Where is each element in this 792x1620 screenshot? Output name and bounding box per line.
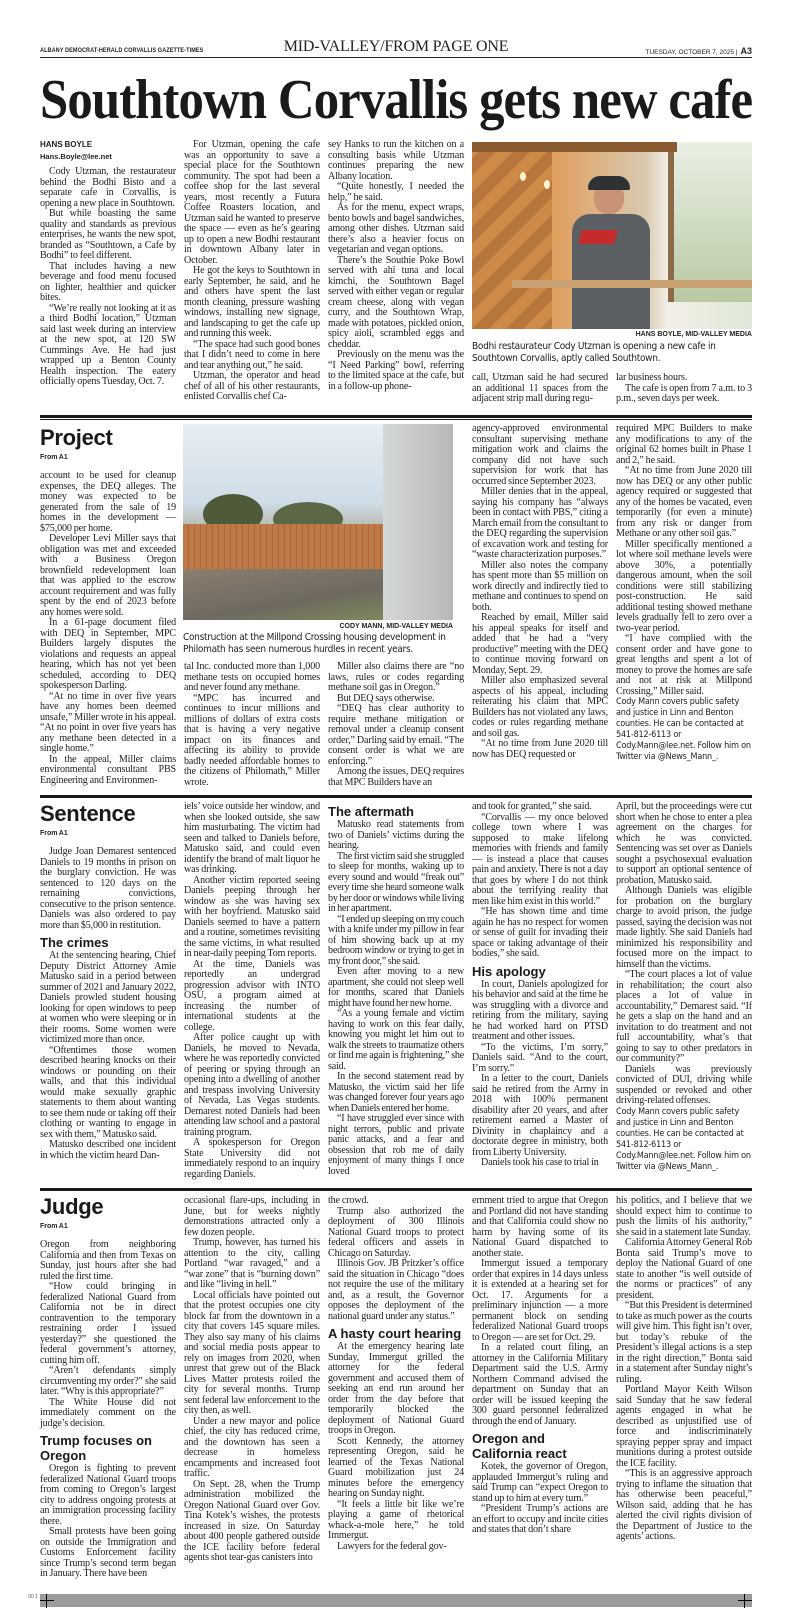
photo-counter xyxy=(512,280,752,288)
article-column xyxy=(472,373,608,405)
paragraph: He got the keys to Southtown in early September, he said, and he and others have spent the last month cleaning, pressure washing windows, installing new signage, and landscaping to get the cafe up and running this week. xyxy=(184,265,320,339)
paragraph: But DEQ says otherwise. xyxy=(337,692,435,704)
paragraph: That includes having a new beverage and food menu focused on lighter, healthier and quicker bites. xyxy=(40,260,176,303)
article-column xyxy=(328,140,464,392)
photo-lamp xyxy=(520,172,526,181)
jump-line[interactable]: From A1 xyxy=(40,454,68,461)
paragraph: account to be used for cleanup expenses, the DEQ alleges. The money was expected to be generated from the sale of 19 homes in the development — $75,000 per home. xyxy=(40,470,176,534)
article-column xyxy=(40,426,176,786)
article-column xyxy=(328,662,464,788)
article-column xyxy=(40,140,176,388)
footer-bar xyxy=(40,1594,752,1607)
section-title: Judge xyxy=(40,1194,104,1219)
paragraph: Miller also notes the company has spent more than $5 million on work directly and indirectly tied to methane and continues to spend on both. xyxy=(472,559,608,613)
photo-fence xyxy=(183,524,383,569)
subhead: Trump focuses on Oregon xyxy=(40,1433,152,1463)
paragraph: “As a young female and victim having to work on this fear daily, knowing you might let him out to walk the streets to traumatize others or find me again is frightening,” she said. xyxy=(328,1008,464,1072)
paragraph: Miller also emphasized several aspects of his appeal, including reiterating his claim that MPC Builders has not violated any laws, codes or rules regarding methane and soil gas. xyxy=(472,675,608,739)
paragraph: Oregon is fighting to prevent federalized National Guard troops from coming to Oregon’s largest city to address ongoing protests at an immigration processing facility there. xyxy=(40,1463,176,1527)
paragraph: Immergut issued a temporary order that expires in 14 days unless it is extended at a hearing set for Oct. 17. Arguments for a preliminary injunction — a more permanent block on sending federalized National Guard troops to Oregon — are set for Oct. 29. xyxy=(472,1258,608,1343)
paragraph: required MPC Builders to make any modifications to any of the original 62 homes built in Phase 1 and 2,” he said. xyxy=(616,423,752,466)
photo-credit: HANS BOYLE, MID-VALLEY MEDIA xyxy=(635,331,752,338)
paragraph: In the appeal, Miller claims environmental consultant PBS Engineering and Environmen- xyxy=(40,753,176,786)
masthead xyxy=(40,40,752,58)
paragraph: Another victim reported seeing Daniels peeping through her window as she was having sex with her boyfriend. Matusko said Daniels seemed to have a pattern and a routine, sometimes revisiting the same victims, in what resulted in near-daily peeping Tom reports. xyxy=(184,874,320,959)
paragraph: “I ended up sleeping on my couch with a knife under my pillow in fear of him showing back up at my bedroom window or trying to get in my front door,” she said. xyxy=(328,913,464,967)
author-email[interactable]: Hans.Boyle@lee.net xyxy=(40,152,112,161)
article-column xyxy=(616,373,752,405)
paragraph: Miller denies that in the appeal, saying his company has “always been in contact with PBS,” citing a March email from the consultant to the DEQ regarding the supervision of excavation work and testing for “waste characterization purposes.” xyxy=(472,486,608,560)
photo-construction-site xyxy=(183,424,453,620)
paragraph: “Oftentimes those women described hearing knocks on their windows or pounding on their walls, and that this individual would make sexually graphic statements to them about wanting to see them nude or taking off their clothing or wanting to engage in sex with them,” Matusko said. xyxy=(40,1044,176,1140)
paragraph: “The court places a lot of value in rehabilitation; the court also places a lot of value in accountability,” Demarest said. “If he gets a slap on the hand and an invitation to do treatment and not full accountability, what’s that going to say to other predators in our community?” xyxy=(616,969,752,1064)
article-column xyxy=(40,1195,176,1580)
photo-credit: CODY MANN, MID-VALLEY MEDIA xyxy=(339,623,453,630)
subhead: The crimes xyxy=(40,935,109,950)
paragraph: “I have complied with the consent order and have gone to great lengths and spent a lot of money to prove the homes are safe and not at risk at Millpond Crossing,” Miller said. xyxy=(616,633,752,697)
section-title: Sentence xyxy=(40,801,136,826)
article-column xyxy=(184,1196,320,1564)
paragraph: April, but the proceedings were cut short when he chose to enter a plea agreement on the charges for which he was convicted. Sentencing was set over as Daniels sought a psychosexual evaluation to support an optional sentence of probation, Matusko said. xyxy=(616,801,752,886)
paragraph: Lawyers for the federal gov- xyxy=(337,1540,447,1552)
paragraph: In court, Daniels apologized for his behavior and said at the time he was struggling with a divorce and retiring from the military, saying he had worked hard on PTSD treatment and other issues. xyxy=(472,978,608,1042)
paragraph: “How could bringing in federalized National Guard from California not be in direct contravention to the temporary restraining order I issued yesterday?” she questioned the federal government’s attorney, cutting him off. xyxy=(40,1281,176,1366)
paragraph: At the time, Daniels was reportedly an undergrad progression advisor with INTO OSU, a program aimed at increasing the number of international students at the college. xyxy=(184,958,320,1033)
paragraph: “Corvallis — my once beloved college town where I was supposed to make lifelong memories with friends and family — is instead a place that causes pain and anxiety. There is not a day that goes by where I do not think about the terrifying reality that men like him exist in this world.” xyxy=(472,811,608,907)
paragraph: iels’ voice outside her window, and when she looked outside, she saw him masturbating. The victim had seen and talked to Daniels before, Matusko said, and could even identify the brand of malt liquor he was drinking. xyxy=(184,801,320,875)
paragraph: “To the victims, I’m sorry,” Daniels said. “And to the court, I’m sorry.” xyxy=(472,1041,608,1074)
section-divider xyxy=(40,1188,752,1191)
author-tagline: Cody Mann covers public safety and justice in Linn and Benton counties. He can be contacted at 541-812-6113 or Cody.Mann@lee.net. Follow him on Twitter via @News_Mann_. xyxy=(616,1106,751,1172)
article-column xyxy=(616,802,752,1173)
column-body xyxy=(40,847,176,1161)
paragraph: tal Inc. conducted more than 1,000 methane tests on occupied homes and never found any methane. xyxy=(184,661,320,693)
paper-names: ALBANY DEMOCRAT-HERALD CORVALLIS GAZETTE-TIMES xyxy=(40,47,204,54)
headline: Southtown Corvallis gets new cafe xyxy=(40,69,753,131)
paragraph: Trump also authorized the deployment of 300 Illinois National Guard troops to protect federal officers and assets in Chicago on Saturday. xyxy=(328,1205,464,1259)
paragraph: “The space had such good bones that I didn’t need to come in here and tear anything out,” he said. xyxy=(184,338,320,371)
paragraph: and took for granted,” she said. xyxy=(472,801,592,812)
paragraph: Miller specifically mentioned a lot where soil methane levels were above 30%, a potentially dangerous amount, when the soil conditions were still stabilizing post-construction. He said additional testing showed methane levels gradually fell to zero over a two-year period. xyxy=(616,538,752,634)
paragraph: Local officials have pointed out that the protest occupies one city block far from the downtown in a city that covers 145 square miles. They also say many of his claims and social media posts appear to rely on images from 2020, when unrest that grew out of the Black Lives Matter protests roiled the city for several months. Trump sent federal law enforcement to the city then, as well. xyxy=(184,1289,320,1416)
photo-house xyxy=(383,424,453,620)
photo-wall-pattern xyxy=(472,142,552,329)
article-column xyxy=(472,424,608,760)
paragraph: Miller also claims there are “no laws, rules or codes regarding methane soil gas in Oregon.” xyxy=(328,661,464,693)
jump-line[interactable]: From A1 xyxy=(40,1223,68,1230)
photo-shelf xyxy=(472,142,677,152)
paragraph: “At no time from June 2020 till now has DEQ or any other public agency required or suggested that any of the homes be vacated, even temporarily (for even a minute) from any risk or danger from Methane or any other soil gas.” xyxy=(616,465,752,539)
byline: HANS BOYLE xyxy=(40,140,93,149)
article-column xyxy=(472,1196,608,1536)
paragraph: “At no time from June 2020 till now has DEQ requested or xyxy=(472,738,608,760)
subhead: His apology xyxy=(472,963,546,979)
paragraph: California Attorney General Rob Bonta said Trump’s move to deploy the National Guard of one state to another “is well outside of the norms or practices” of any president. xyxy=(616,1237,752,1301)
page-number: A3 xyxy=(740,46,752,56)
paragraph: A spokesperson for Oregon State University did not immediately respond to an inquiry regarding Daniels. xyxy=(184,1137,320,1180)
paragraph: Trump, however, has turned his attention to the city, calling Portland “war ravaged,” and a “war zone” that is “burning down” and like “living in hell.” xyxy=(184,1237,320,1290)
paragraph: occasional flare-ups, including in June, but for weeks nightly demonstrations attracted only a few dozen people. xyxy=(184,1195,320,1238)
paragraph: As for the menu, expect wraps, bento bowls and bagel sandwiches, among other dishes. Utzman said there’s also a heavier focus on vegetarian and vegan options. xyxy=(328,202,464,255)
paragraph: ernment tried to argue that Oregon and Portland did not have standing and that California could show no harm by having some of its National Guard dispatched to another state. xyxy=(472,1195,608,1259)
paragraph: In a letter to the court, Daniels said he retired from the Army in 2018 with 100% permanent disability after 20 years, and after retirement earned a Master of Divinity in chaplaincy and a doctorate degree in ministry, both from Liberty University. xyxy=(472,1073,608,1158)
paragraph: “Aren’t defendants simply circumventing my order?” she said later. “Why is this appropriate?” xyxy=(40,1365,176,1397)
date-text: TUESDAY, OCTOBER 7, 2025 | xyxy=(645,49,738,56)
paragraph: Matusko read statements from two of Daniels’ victims during the hearing. xyxy=(328,819,464,851)
article-column xyxy=(184,140,320,403)
article-column xyxy=(184,802,320,1180)
paragraph: “I have struggled ever since with night terrors, public and private panic attacks, and a fear and obsession that rob me of daily enjoyment of many things I once loved xyxy=(328,1113,464,1177)
article-column xyxy=(616,1196,752,1543)
photo-cafe-owner xyxy=(472,142,752,329)
paragraph: At the sentencing hearing, Chief Deputy District Attorney Amie Matusko said in a period between summer of 2021 and January 2022, Daniels prowled student housing looking for open windows to peep at women who were sleeping or in their rooms. Some women were victimized more than once. xyxy=(40,950,176,1045)
photo-lamp xyxy=(544,180,550,189)
subhead: A hasty court hearing xyxy=(328,1326,462,1341)
paragraph: Kotek, the governor of Oregon, applauded Immergut’s ruling and said Trump can “expect Oregon to stand up to him at every turn.” xyxy=(472,1461,608,1504)
column-body xyxy=(40,167,176,388)
paragraph: “He has shown time and time again he has no respect for women or sense of guilt for invading their space or taking advantage of their bodies,” she said. xyxy=(472,906,608,959)
paragraph: The first victim said she struggled to sleep for months, waking up to every sound and would “freak out” every time she heard someone walk by her door or windows while living in her apartment. xyxy=(328,850,464,914)
paragraph: “But this President is determined to take as much power as the courts will give him. This fight isn’t over, but today’s rebuke of the President’s illegal actions is a step in the right direction,” Bonta said in a statement after Sunday night’s ruling. xyxy=(616,1300,752,1385)
paragraph: “DEQ has clear authority to require methane mitigation or removal under a cleanup consent order,” Darling said by email. “The consent order is what we are enforcing.” xyxy=(328,703,464,767)
paragraph: Even after moving to a new apartment, she could not sleep well for months, scared that Daniels might have found her new home. xyxy=(328,966,464,1009)
article-column xyxy=(184,662,320,788)
article-column xyxy=(40,802,176,1161)
paragraph: Under a new mayor and police chief, the city has reduced crime, and the downtown has seen a decrease in homeless encampments and increased foot traffic. xyxy=(184,1415,320,1479)
article-column xyxy=(328,800,464,1177)
paragraph: There’s the Southie Poke Bowl served with ahi tuna and local kimchi, the Southtown Bagel served with either vegan or regular cream cheese, along with vegan curry, and the Southtown Wrap, made with potatoes, pickled onion, spicy aioli, scrambled eggs and cheddar. xyxy=(328,254,464,350)
paragraph: In a related court filing, an attorney in the California Military Department said the U.S. Army Northern Command advised the department on Sunday that an order will be issued keeping the 300 guard personnel federalized through the end of January. xyxy=(472,1342,608,1427)
paragraph: Cody Utzman, the restaurateur behind the Bodhi Bisto and a separate cafe in Corvallis, is opening a new place in Southtown. xyxy=(40,166,176,209)
photo-ground xyxy=(183,569,383,620)
headline-container xyxy=(40,69,753,132)
section-divider xyxy=(40,419,752,420)
paragraph: For Utzman, opening the cafe was an opportunity to save a special place for the Southtown community. The spot had been a coffee shop for the last several years, most recently a Futura Coffee Roasters location, and Utzman said he wanted to preserve the space — even as he’s gearing up to open a new Bodhi restaurant in downtown Albany later in October. xyxy=(184,139,320,266)
photo-caption: Bodhi restaurateur Cody Utzman is opening a new cafe in Southtown Corvallis, aptly called Southtown. xyxy=(472,341,716,364)
paragraph: “It feels a little bit like we’re playing a game of rhetorical whack-a-mole here,” he told Immergut. xyxy=(328,1498,464,1541)
section-divider xyxy=(40,795,752,798)
paragraph: lar business hours. xyxy=(616,372,688,383)
paragraph: Utzman, the operator and head chef of all of his other restaurants, enlisted Corvallis chef Ca- xyxy=(184,370,320,402)
paragraph: The White House did not immediately comment on the judge’s decision. xyxy=(40,1396,176,1429)
column-body xyxy=(40,471,176,786)
author-tagline: Cody Mann covers public safety and justice in Linn and Benton counties. He can be contacted at 541-812-6113 or Cody.Mann@lee.net. Follow him on Twitter via @News_Mann_. xyxy=(616,697,751,762)
paragraph: call, Utzman said he had secured an additional 11 spaces from the adjacent strip mall during regu- xyxy=(472,372,608,404)
paragraph: But while boasting the same quality and standards as previous enterprises, he wants the new spot, branded as “Southtown, a Cafe by Bodhi” to feel different. xyxy=(40,208,176,261)
paragraph: the crowd. xyxy=(328,1195,369,1206)
paragraph: Illinois Gov. JB Pritzker’s office said the situation in Chicago “does not require the use of the military and, as a result, the Governor opposes the deployment of the national guard under any status.” xyxy=(328,1258,464,1322)
subhead: Oregon and California react xyxy=(472,1431,567,1461)
photo-window xyxy=(668,142,752,302)
photo-person-cap xyxy=(588,176,630,190)
paragraph: Judge Joan Demarest sentenced Daniels to 19 months in prison on the burglary conviction. He was sentenced to 120 days on the remaining convictions, consecutive to the prison sentence. Daniels was also ordered to pay more than $5,000 in restitution. xyxy=(40,846,176,931)
paragraph: In the second statement read by Matusko, the victim said her life was changed forever four years ago when Daniels entered her home. xyxy=(328,1071,464,1114)
article-column xyxy=(616,424,752,763)
paragraph: Matusko described one incident in which the victim heard Dan- xyxy=(40,1139,176,1161)
paragraph: Daniels was previously convicted of DUI, driving while suspended or revoked and other driving-related offenses. xyxy=(616,1063,752,1106)
paragraph: Small protests have been going on outside the Immigration and Customs Enforcement facility since Trump’s second term began in January. There have been xyxy=(40,1526,176,1579)
column-body xyxy=(40,1240,176,1580)
paragraph: “This is an aggressive approach trying to inflame the situation that has otherwise been peaceful,” Wilson said, adding that he has alerted the civil rights division of the Department of Justice to the agents’ actions. xyxy=(616,1468,752,1542)
section-name: MID-VALLEY/FROM PAGE ONE xyxy=(283,38,509,55)
paragraph: On Sept. 28, when the Trump administration mobilized the Oregon National Guard over Gov. Tina Kotek’s wishes, the protests increased in size. On Saturday about 400 people gathered outside the ICE facility before federal agents shot tear-gas canisters into xyxy=(184,1478,320,1563)
paragraph: Daniels took his case to trial in xyxy=(481,1157,599,1168)
paragraph: “We’re really not looking at it as a third Bodhi location,” Utzman said last week during an interview at the new spot, at 120 SW Cummings Ave. He had just wrapped up a Benton County Health inspection. The eatery officially opens Tuesday, Oct. 7. xyxy=(40,302,176,387)
paragraph: After police caught up with Daniels, he moved to Nevada, where he was reportedly convicted of peering or spying through an opening into a dwelling of another and trespass involving University of Nevada, Las Vegas students. Demarest noted Daniels had been attending law school and a pastoral training program. xyxy=(184,1032,320,1138)
paragraph: “At no time in over five years have any homes been deemed unsafe,” Miller wrote in his appeal. “At no point in over five years has any methane been detected in a single home.” xyxy=(40,690,176,754)
section-divider xyxy=(40,415,752,418)
subhead: The aftermath xyxy=(328,804,414,819)
issue-date xyxy=(645,46,752,56)
paragraph: “MPC has incurred and continues to incur millions and millions of dollars of extra costs that is having a very negative impact on its finances and affecting its ability to provide badly needed affordable homes to the citizens of Philomath,” Miller wrote. xyxy=(184,692,320,788)
paragraph: Previously on the menu was the “I Need Parking” bowl, referring to the limited space at the cafe, but in a follow-up phone- xyxy=(328,349,464,392)
section-title: Project xyxy=(40,425,113,450)
paragraph: At the emergency hearing late Sunday, Immergut grilled the attorney for the federal government and accused them of seeking an end run around her order from the day before that temporarily blocked the deployment of National Guard troops in Oregon. xyxy=(328,1341,464,1436)
article-column xyxy=(328,1196,464,1552)
photo-caption: Construction at the Millpond Crossing housing development in Philomath has seen numerous hurdles in recent years. xyxy=(183,632,446,655)
folio-mark: 00 1 xyxy=(28,1594,38,1600)
paragraph: Although Daniels was eligible for probation on the burglary charge to avoid prison, the judge passed, saying the decision was not made lightly. She said Daniels had minimized his responsibility and focused more on the impact to himself than the victims. xyxy=(616,885,752,970)
paragraph: his politics, and I believe that we should expect him to continue to push the limits of his authority,” she said in a statement late Sunday. xyxy=(616,1195,752,1238)
paragraph: Reached by email, Miller said his appeal speaks for itself and added that he had a “very productive” meeting with the DEQ to continue moving forward on Monday, Sept. 29. xyxy=(472,612,608,676)
paragraph: sey Hanks to run the kitchen on a consulting basis while Utzman continues preparing the new Albany location. xyxy=(328,139,464,182)
paragraph: Portland Mayor Keith Wilson said Sunday that he saw federal agents engaged in what he described as unjustified use of force and indiscriminately spraying pepper spray and impact munitions during a protest outside the ICE facility. xyxy=(616,1384,752,1469)
paragraph: “Quite honestly, I needed the help,” he said. xyxy=(328,181,464,203)
paragraph: agency-approved environmental consultant supervising methane mitigation work and claims the company did not have such supervision for work that has occurred since September 2023. xyxy=(472,423,608,487)
jump-line[interactable]: From A1 xyxy=(40,830,68,837)
paragraph: “President Trump’s actions are an effort to occupy and incite cities and states that don’t share xyxy=(472,1503,608,1535)
crop-mark-icon xyxy=(40,1594,54,1608)
crop-mark-icon xyxy=(738,1594,752,1608)
paragraph: Among the issues, DEQ requires that MPC Builders have an xyxy=(328,766,464,788)
article-column xyxy=(472,802,608,1169)
paragraph: In a 61-page document filed with DEQ in September, MPC Builders largely disputes the violations and requests an appeal hearing, which has not yet been scheduled, according to DEQ spokesperson Darling. xyxy=(40,617,176,691)
photo-shirt-stripe xyxy=(578,230,618,244)
paragraph: Scott Kennedy, the attorney representing Oregon, said he learned of the Texas National Guard mobilization just 24 minutes before the emergency hearing on Sunday night. xyxy=(328,1435,464,1499)
paragraph: Oregon from neighboring California and then from Texas on Sunday, just hours after she had ruled the first time. xyxy=(40,1239,176,1282)
paragraph: The cafe is open from 7 a.m. to 3 p.m., seven days per week. xyxy=(616,382,752,404)
paragraph: Developer Levi Miller says that obligation was met and exceeded with a Business Oregon brownfield redevelopment loan that was applied to the escrow account requirement and was fully spent by the end of 2023 before any homes were sold. xyxy=(40,533,176,618)
